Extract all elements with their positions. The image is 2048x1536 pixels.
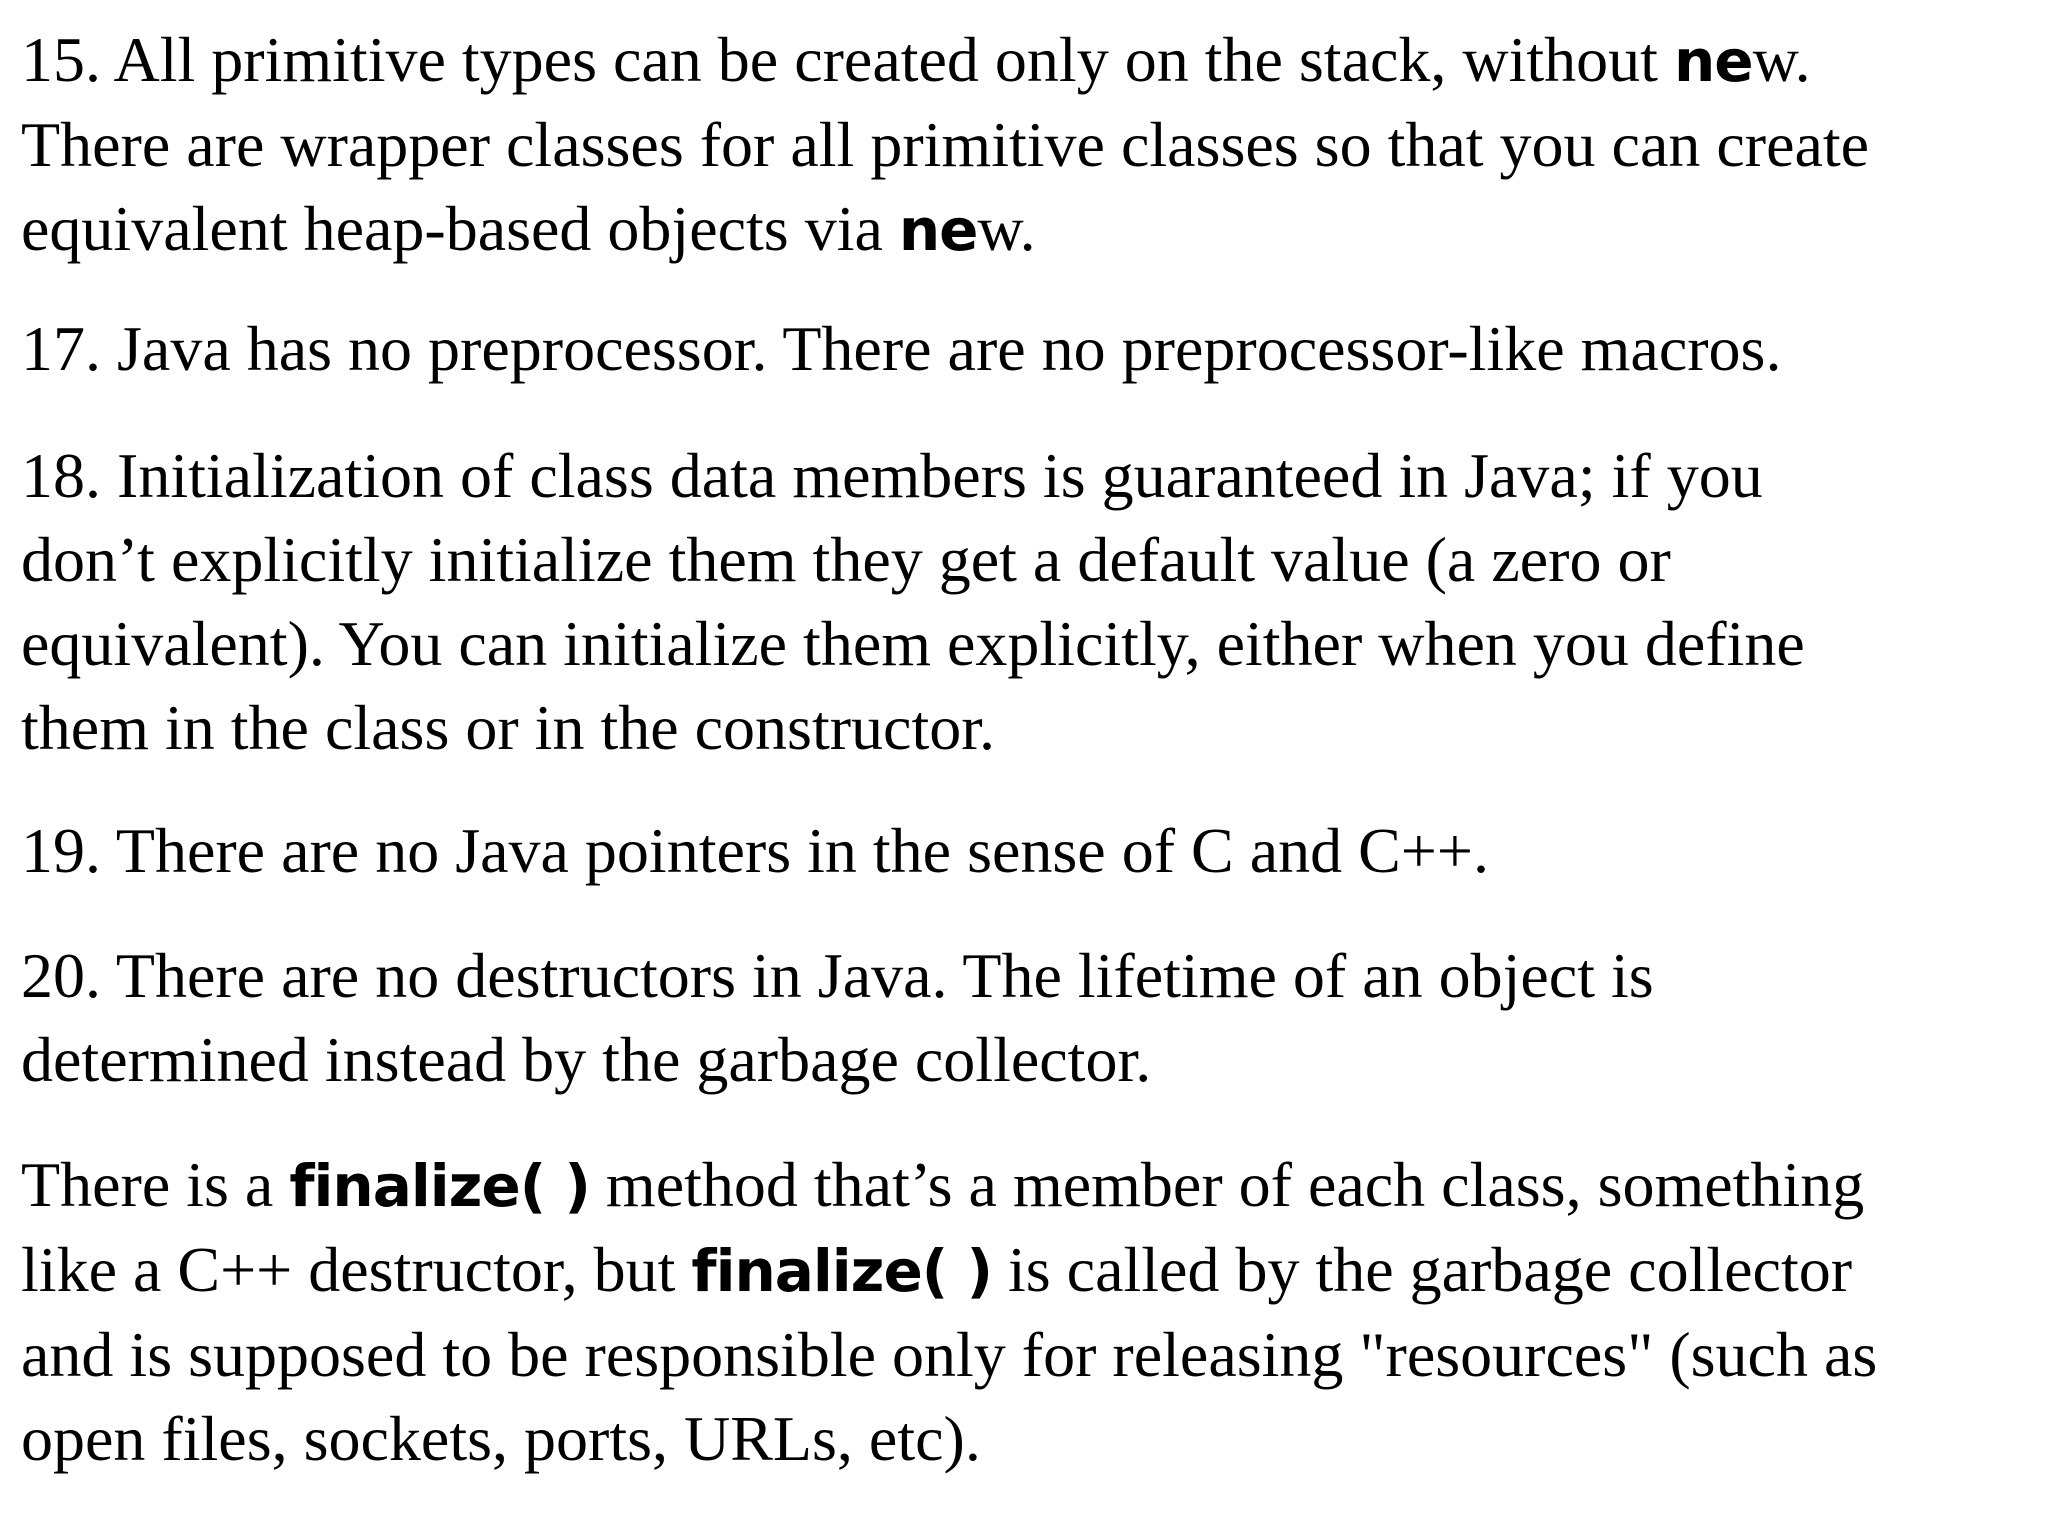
text-line: equivalent). You can initialize them explicitly, either when you define bbox=[21, 608, 1805, 679]
text-line bbox=[21, 18, 1869, 103]
code-finalize-method: finalize( ) bbox=[289, 1152, 590, 1220]
text-line: and is supposed to be responsible only for releasing "resources" (such as bbox=[21, 1319, 1878, 1390]
code-keyword-new: ne bbox=[898, 196, 978, 264]
paragraph-item-19 bbox=[21, 809, 1489, 893]
text-run: equivalent heap-based objects via bbox=[21, 193, 899, 264]
paragraph-finalize bbox=[21, 1143, 1877, 1481]
text-run: w. bbox=[977, 193, 1036, 264]
text-line: 19. There are no Java pointers in the sense of C and C++. bbox=[21, 815, 1489, 886]
code-finalize-method: finalize( ) bbox=[691, 1237, 992, 1305]
text-run: is called by the garbage collector bbox=[991, 1234, 1853, 1305]
paragraph-item-20 bbox=[21, 934, 1654, 1102]
text-line bbox=[21, 187, 1869, 272]
paragraph-item-17 bbox=[21, 307, 1781, 391]
paragraph-item-15 bbox=[21, 18, 1869, 272]
code-keyword-new: ne bbox=[1673, 27, 1753, 95]
text-line: 17. Java has no preprocessor. There are no preprocessor-like macros. bbox=[21, 313, 1782, 384]
paragraph-item-18 bbox=[21, 434, 1805, 770]
text-line bbox=[21, 1143, 1877, 1228]
text-run: w. bbox=[1752, 24, 1811, 95]
text-line: There are wrapper classes for all primitive classes so that you can create bbox=[21, 109, 1870, 180]
text-line bbox=[21, 1228, 1877, 1313]
text-line: open files, sockets, ports, URLs, etc). bbox=[21, 1403, 981, 1474]
text-line: 18. Initialization of class data members is guaranteed in Java; if you bbox=[21, 440, 1763, 511]
text-line: them in the class or in the constructor. bbox=[21, 692, 995, 763]
text-line: 20. There are no destructors in Java. The lifetime of an object is bbox=[21, 940, 1654, 1011]
text-run: 15. All primitive types can be created only on the stack, without bbox=[21, 24, 1674, 95]
text-line: don’t explicitly initialize them they get a default value (a zero or bbox=[21, 524, 1671, 595]
text-run: method that’s a member of each class, something bbox=[589, 1149, 1865, 1220]
text-run: like a C++ destructor, but bbox=[21, 1234, 692, 1305]
text-line: determined instead by the garbage collector. bbox=[21, 1024, 1152, 1095]
text-run: There is a bbox=[21, 1149, 290, 1220]
